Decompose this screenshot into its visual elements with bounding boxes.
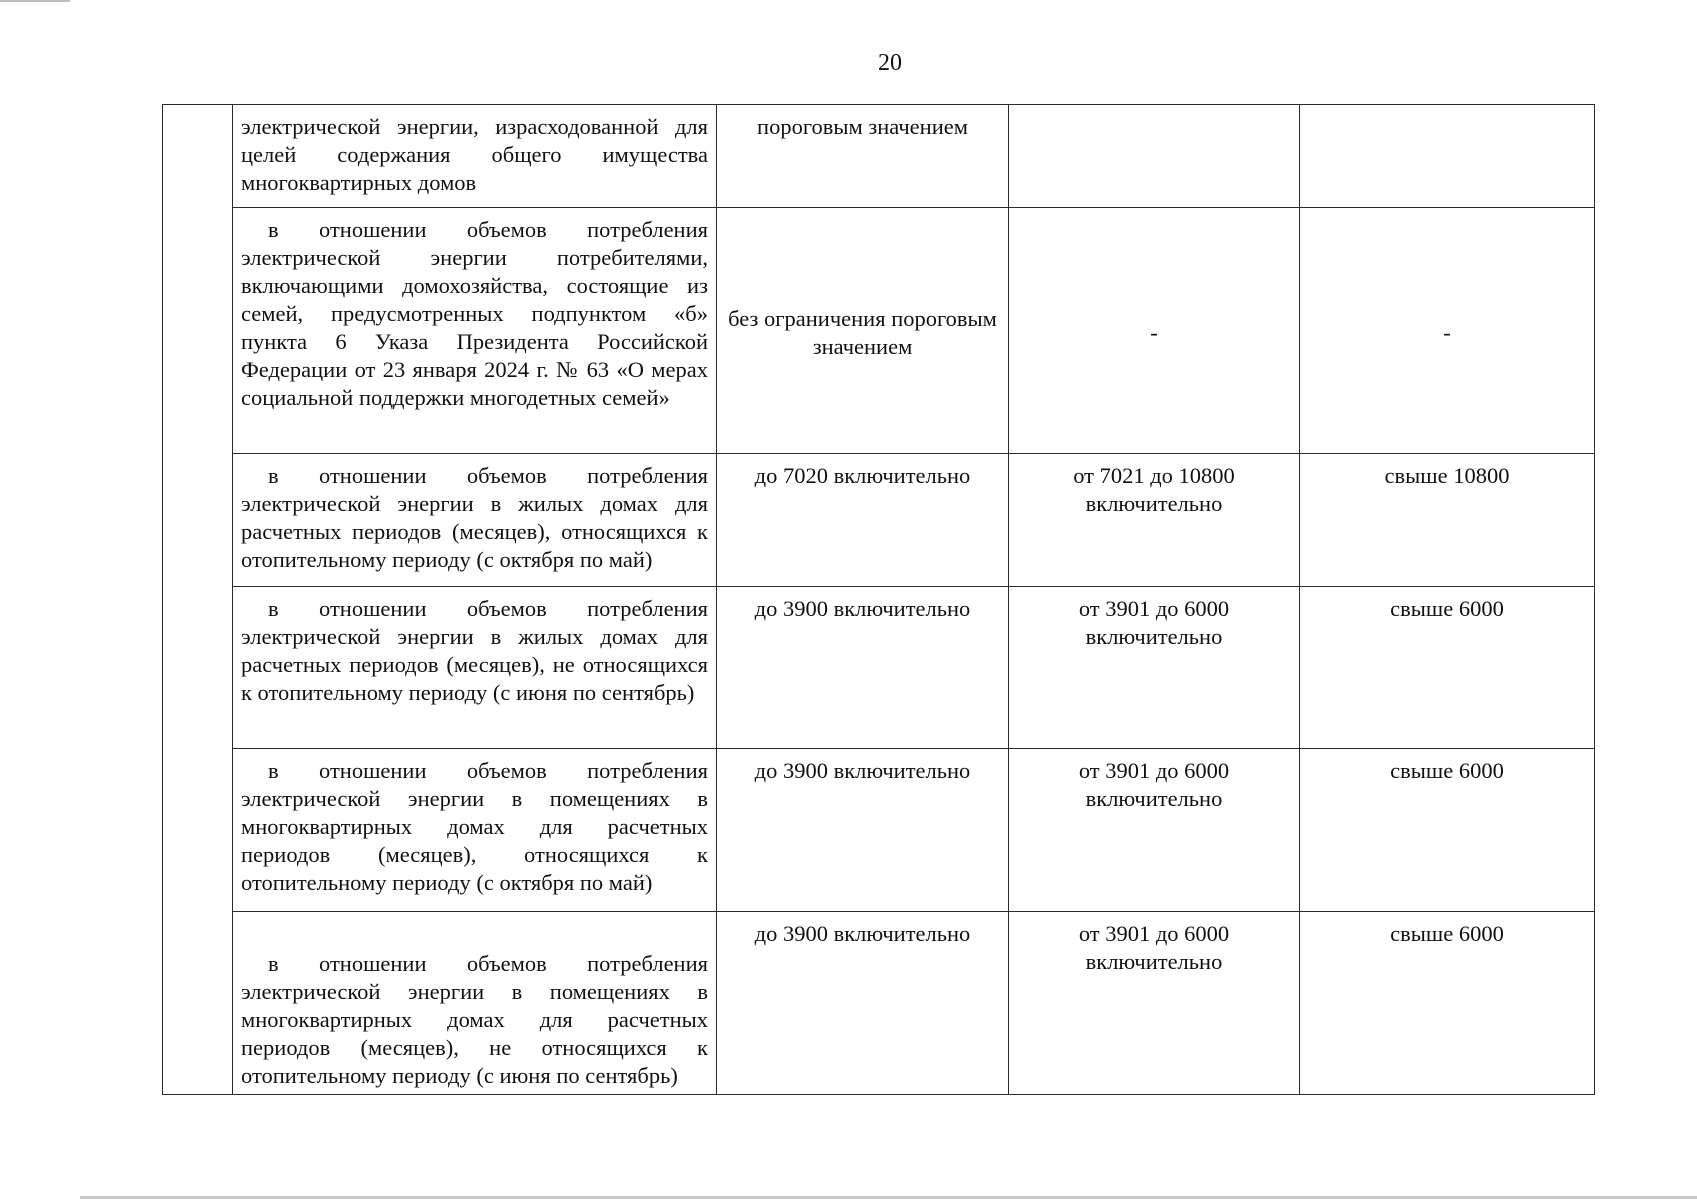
range-cell-3 (1300, 105, 1595, 208)
range-cell-1: до 3900 включительно (717, 912, 1009, 1095)
table-row (163, 749, 1595, 912)
scan-edge-mark (0, 0, 70, 2)
range-cell-2: - (1009, 208, 1300, 454)
table-row (163, 454, 1595, 587)
row-description: в отношении объемов потребления электрической энергии в жилых домах для расчетных периодов (месяцев), относящихся к отопительному периоду (с октября по май) (233, 454, 717, 587)
range-cell-2: от 3901 до 6000 включительно (1009, 587, 1300, 749)
range-cell-3: свыше 6000 (1300, 749, 1595, 912)
row-description: в отношении объемов потребления электрической энергии в жилых домах для расчетных периодов (месяцев), не относящихся к отопительному периоду (с июня по сентябрь) (233, 587, 717, 749)
tariff-threshold-table (162, 104, 1595, 1095)
range-cell-1: пороговым значением (717, 105, 1009, 208)
range-cell-2: от 3901 до 6000 включительно (1009, 912, 1300, 1095)
range-cell-1: до 7020 включительно (717, 454, 1009, 587)
table-row (163, 105, 1595, 208)
range-cell-3: - (1300, 208, 1595, 454)
range-cell-1: до 3900 включительно (717, 749, 1009, 912)
range-cell-2 (1009, 105, 1300, 208)
range-cell-3: свыше 6000 (1300, 587, 1595, 749)
row-description: электрической энергии, израсходованной для целей содержания общего имущества многоквартирных домов (233, 105, 717, 208)
table-row (163, 587, 1595, 749)
row-description: в отношении объемов потребления электрической энергии в помещениях в многоквартирных домах для расчетных периодов (месяцев), относящихся к отопительному периоду (с октября по май) (233, 749, 717, 912)
table-row (163, 912, 1595, 1095)
range-cell-3: свыше 6000 (1300, 912, 1595, 1095)
range-cell-1: до 3900 включительно (717, 587, 1009, 749)
row-number-cell (163, 105, 233, 1095)
range-cell-3: свыше 10800 (1300, 454, 1595, 587)
range-cell-2: от 3901 до 6000 включительно (1009, 749, 1300, 912)
range-cell-2: от 7021 до 10800 включительно (1009, 454, 1300, 587)
row-description: в отношении объемов потребления электрической энергии в помещениях в многоквартирных домах для расчетных периодов (месяцев), не относящихся к отопительному периоду (с июня по сентябрь) (233, 912, 717, 1095)
table-row (163, 208, 1595, 454)
range-cell-1: без ограничения пороговым значением (717, 208, 1009, 454)
page-number: 20 (878, 50, 902, 76)
scan-bottom-edge (80, 1196, 1697, 1199)
row-description: в отношении объемов потребления электрической энергии потребителями, включающими домохозяйства, состоящие из семей, предусмотренных подпунктом «б» пункта 6 Указа Президента Российской Федерации от 23 января 2024 г. № 63 «О мерах социальной поддержки многодетных семей» (233, 208, 717, 454)
